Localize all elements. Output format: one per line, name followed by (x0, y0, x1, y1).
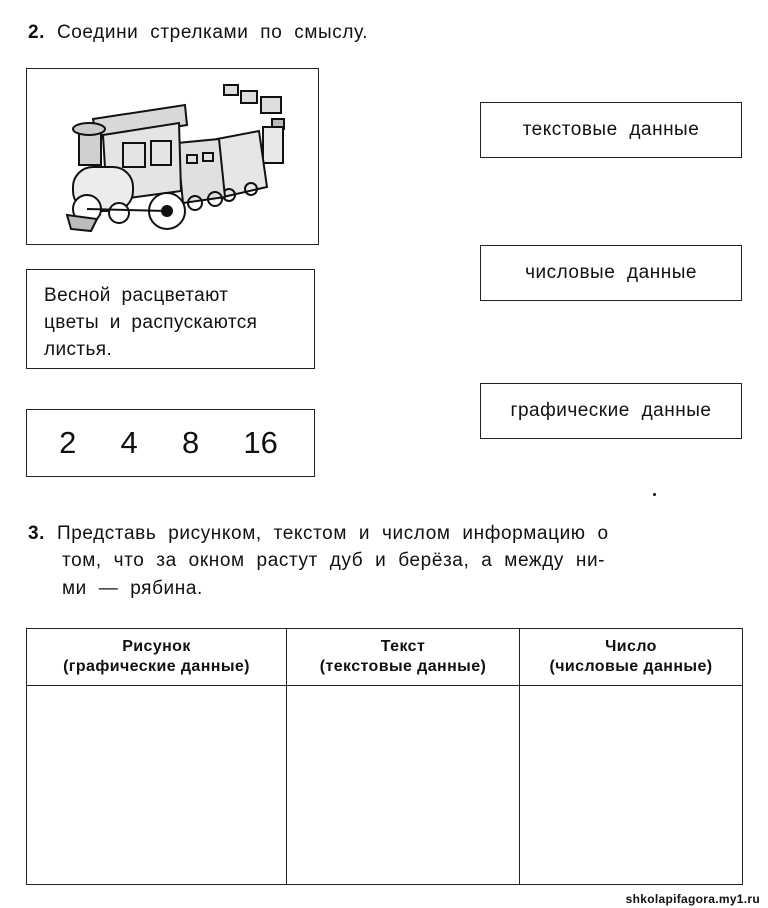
answer-cell-number[interactable] (520, 686, 743, 885)
numbers-box[interactable] (26, 409, 315, 477)
toy-train-illustration (27, 69, 317, 243)
sentence-line-1: Весной расцветают (44, 285, 229, 306)
column-header-text (287, 629, 520, 686)
column-title: Рисунок (122, 638, 191, 655)
task2-heading (28, 22, 368, 44)
task3-line-1 (28, 523, 609, 545)
answer-cell-text[interactable] (287, 686, 520, 885)
answer-table (26, 628, 743, 885)
task3-line-2: том, что за окном растут дуб и берёза, а между ни- (62, 550, 606, 571)
column-header-picture (27, 629, 287, 686)
text-data-box[interactable] (480, 102, 742, 158)
column-title: Текст (380, 638, 426, 655)
picture-box[interactable] (26, 68, 319, 245)
graphic-data-label: графические данные (510, 400, 712, 421)
stray-dot (653, 493, 656, 496)
task3-number: 3. (28, 523, 46, 544)
task2-instruction: Соедини стрелками по смыслу. (56, 22, 369, 43)
text-data-label: текстовые данные (522, 119, 700, 140)
column-header-number (520, 629, 743, 686)
table-answer-row (27, 686, 743, 885)
number-item: 2 (59, 425, 77, 460)
column-subtitle: (числовые данные) (549, 658, 713, 675)
column-subtitle: (графические данные) (63, 658, 250, 675)
column-subtitle: (текстовые данные) (319, 658, 487, 675)
numeric-data-box[interactable] (480, 245, 742, 301)
numeric-data-label: числовые данные (525, 262, 697, 283)
sentence-line-2: цветы и распускаются (44, 312, 258, 333)
watermark: shkolapifagora.my1.ru (625, 892, 760, 906)
task3-line-3: ми — рябина. (62, 578, 203, 599)
table-header-row (27, 629, 743, 686)
number-item: 16 (243, 425, 278, 460)
number-item: 4 (120, 425, 138, 460)
sentence-box[interactable] (26, 269, 315, 369)
answer-cell-picture[interactable] (27, 686, 287, 885)
task2-number: 2. (28, 22, 46, 43)
column-title: Число (605, 638, 657, 655)
graphic-data-box[interactable] (480, 383, 742, 439)
sentence-line-3: листья. (44, 339, 113, 360)
task3-text-1: Представь рисунком, текстом и числом информацию о (56, 523, 609, 544)
number-item: 8 (181, 425, 200, 460)
